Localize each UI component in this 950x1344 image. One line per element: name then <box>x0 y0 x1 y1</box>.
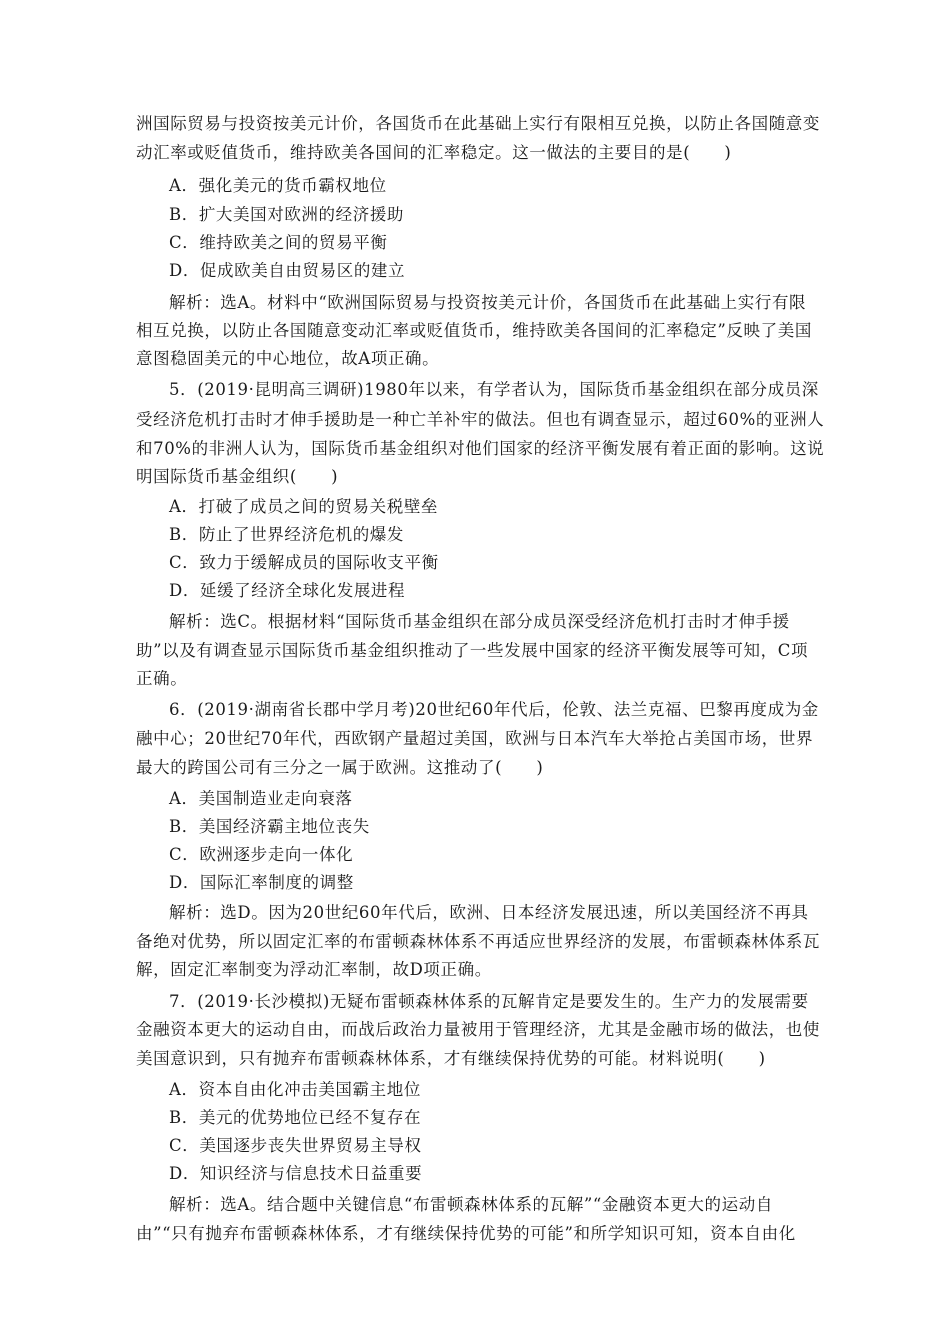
option-b: B．防止了世界经济危机的爆发 <box>169 525 405 544</box>
option-c: C．致力于缓解成员的国际收支平衡 <box>169 553 439 572</box>
option-c: C．维持欧美之间的贸易平衡 <box>169 233 388 252</box>
text-line: 金融资本更大的运动自由，而战后政治力量被用于管理经济，尤其是金融市场的做法，也使 <box>136 1020 820 1039</box>
text-line: 相互兑换，以防止各国随意变动汇率或贬值货币，维持欧美各国间的汇率稳定”反映了美国 <box>136 321 812 340</box>
text-line: 美国意识到，只有抛弃布雷顿森林体系，才有继续保持优势的可能。材料说明( ) <box>136 1049 766 1068</box>
text-line: 明国际货币基金组织( ) <box>136 467 339 486</box>
text-line: 正确。 <box>136 669 188 688</box>
option-d: D．促成欧美自由贸易区的建立 <box>169 261 406 280</box>
option-b: B．扩大美国对欧洲的经济援助 <box>169 205 405 224</box>
text-line: 动汇率或贬值货币，维持欧美各国间的汇率稳定。这一做法的主要目的是( ) <box>136 143 732 162</box>
option-c: C．美国逐步丧失世界贸易主导权 <box>169 1136 422 1155</box>
question-5: 5．(2019·昆明高三调研)1980年以来，有学者认为，国际货币基金组织在部分成员深 <box>169 380 819 399</box>
option-a: A．打破了成员之间的贸易关税壁垒 <box>169 497 439 516</box>
text-line: 和70%的非洲人认为，国际货币基金组织对他们国家的经济平衡发展有着正面的影响。这说 <box>136 439 825 458</box>
question-7: 7．(2019·长沙模拟)无疑布雷顿森林体系的瓦解肯定是要发生的。生产力的发展需要 <box>169 992 809 1011</box>
text-line: 受经济危机打击时才伸手援助是一种亡羊补牢的做法。但也有调查显示，超过60%的亚洲人 <box>136 410 825 429</box>
text-line: 意图稳固美元的中心地位，故A项正确。 <box>136 349 440 368</box>
text-line: 助”以及有调查显示国际货币基金组织推动了一些发展中国家的经济平衡发展等可知，C项 <box>136 641 809 660</box>
option-a: A．强化美元的货币霸权地位 <box>169 176 387 195</box>
option-d: D．知识经济与信息技术日益重要 <box>169 1164 423 1183</box>
option-d: D．国际汇率制度的调整 <box>169 873 354 892</box>
option-b: B．美国经济霸主地位丧失 <box>169 817 370 836</box>
text-line: 洲国际贸易与投资按美元计价，各国货币在此基础上实行有限相互兑换，以防止各国随意变 <box>136 114 820 133</box>
option-c: C．欧洲逐步走向一体化 <box>169 845 354 864</box>
text-line: 最大的跨国公司有三分之一属于欧洲。这推动了( ) <box>136 758 544 777</box>
text-line: 由”“只有抛弃布雷顿森林体系，才有继续保持优势的可能”和所学知识可知，资本自由化 <box>136 1224 796 1243</box>
text-line: 解，固定汇率制变为浮动汇率制，故D项正确。 <box>136 960 492 979</box>
text-line: 备绝对优势，所以固定汇率的布雷顿森林体系不再适应世界经济的发展，布雷顿森林体系瓦 <box>136 932 820 951</box>
analysis-line: 解析：选D。因为20世纪60年代后，欧洲、日本经济发展迅速，所以美国经济不再具 <box>169 903 809 922</box>
option-a: A．资本自由化冲击美国霸主地位 <box>169 1080 421 1099</box>
analysis-line: 解析：选A。材料中“欧洲国际贸易与投资按美元计价，各国货币在此基础上实行有限 <box>169 293 807 312</box>
option-b: B．美元的优势地位已经不复存在 <box>169 1108 422 1127</box>
option-d: D．延缓了经济全球化发展进程 <box>169 581 406 600</box>
text-line: 融中心；20世纪70年代，西欧钢产量超过美国，欧洲与日本汽车大举抢占美国市场，世界 <box>136 729 814 748</box>
analysis-line: 解析：选A。结合题中关键信息“布雷顿森林体系的瓦解”“金融资本更大的运动自 <box>169 1195 773 1214</box>
question-6: 6．(2019·湖南省长郡中学月考)20世纪60年代后，伦敦、法兰克福、巴黎再度成为金 <box>169 700 819 719</box>
analysis-line: 解析：选C。根据材料“国际货币基金组织在部分成员深受经济危机打击时才伸手援 <box>169 612 790 631</box>
option-a: A．美国制造业走向衰落 <box>169 789 353 808</box>
